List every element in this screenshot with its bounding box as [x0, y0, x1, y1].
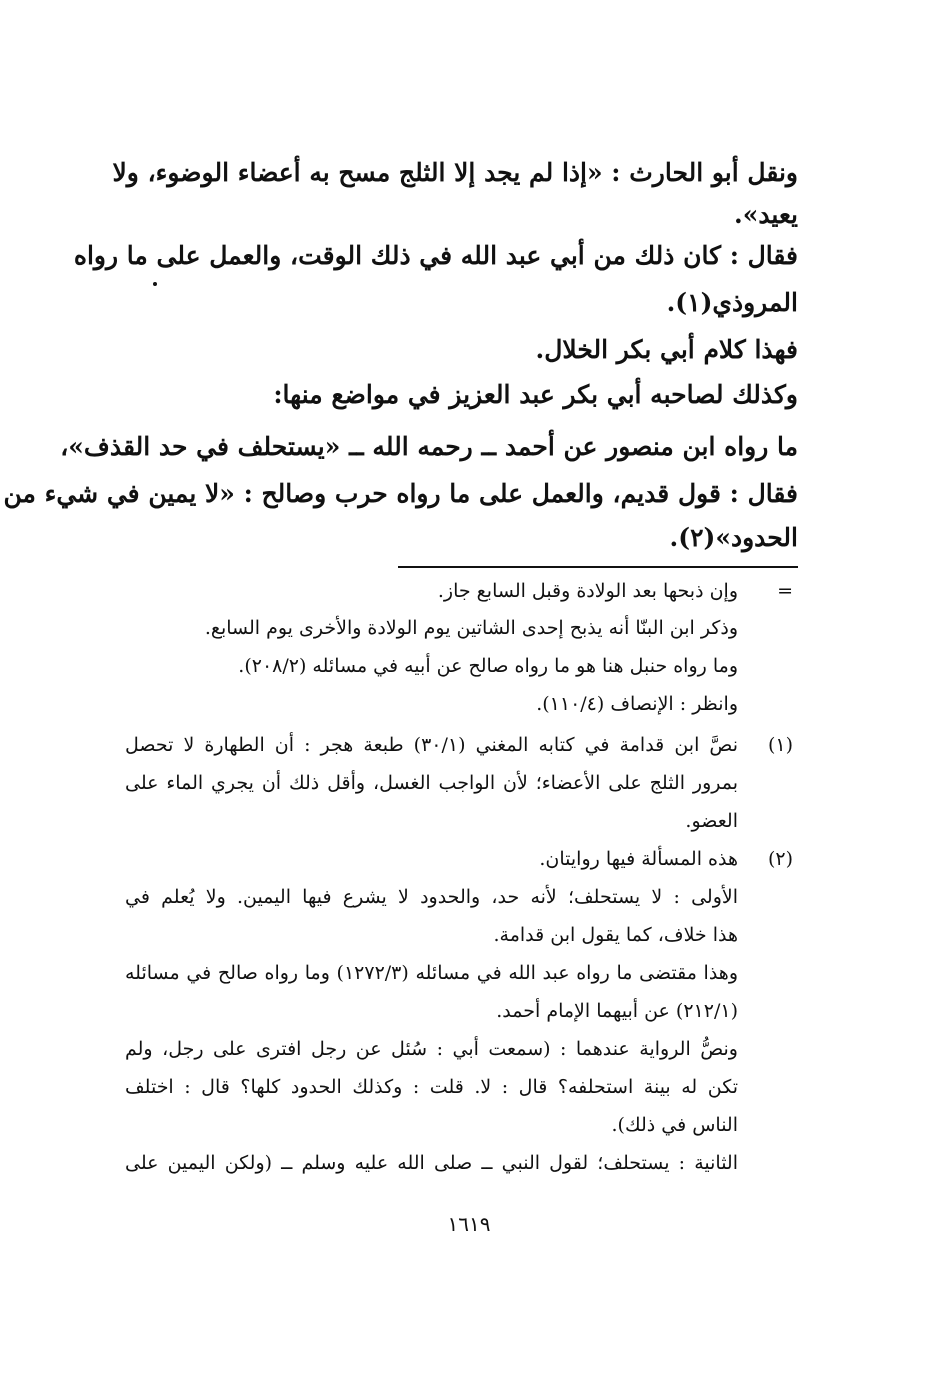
main-text-line: يعيد».: [733, 200, 798, 229]
main-text-line: فهذا كلام أبي بكر الخلال.: [535, 335, 798, 364]
page-number: ١٦١٩: [447, 1212, 491, 1236]
footnote-line: وذكر ابن البنّا أنه يذبح إحدى الشاتين يوم الولادة والأخرى يوم السابع.: [204, 617, 738, 639]
footnote-line: (٢١٢/١) عن أبيهما الإمام أحمد.: [496, 1000, 738, 1022]
footnote-line: وهذا مقتضى ما رواه عبد الله في مسائله (١٢٧٢/٣) وما رواه صالح في مسائله: [125, 962, 738, 984]
main-text-line: الحدود»(٢).: [669, 523, 798, 552]
main-text-line: فقال : كان ذلك من أبي عبد الله في ذلك الوقت، والعمل على ما رواه: [73, 241, 798, 270]
footnote-number: (٢): [767, 848, 793, 870]
main-text-line: فقال : قول قديم، والعمل على ما رواه حرب وصالح : «لا يمين في شيء من: [3, 479, 798, 508]
footnote-line: ونصُّ الرواية عندهما : (سمعت أبي : سُئل عن رجل افترى على رجل، ولم: [125, 1038, 738, 1060]
footnote-line: نصَّ ابن قدامة في كتابه المغني (٣٠/١) طبعة هجر : أن الطهارة لا تحصل: [125, 734, 738, 756]
footnote-line: وإن ذبحها بعد الولادة وقبل السابع جاز.: [437, 580, 738, 602]
main-text-line: وكذلك لصاحبه أبي بكر عبد العزيز في مواضع منها:: [273, 380, 798, 409]
footnote-line: هذا خلاف، كما يقول ابن قدامة.: [493, 924, 738, 946]
footnote-line: الناس في ذلك).: [611, 1114, 738, 1136]
main-text-line: المروذي(١).: [666, 288, 798, 317]
footnote-line: هذه المسألة فيها روايتان.: [539, 848, 738, 870]
main-text-line: ما رواه ابن منصور عن أحمد ــ رحمه الله ــ «يستحلف في حد القذف»،: [60, 432, 798, 461]
footnote-continuation-marker: =: [777, 580, 793, 602]
footnote-line: العضو.: [685, 810, 738, 832]
footnote-line: الأولى : لا يستحلف؛ لأنه حد، والحدود لا يشرع فيها اليمين. ولا يُعلم في: [125, 886, 738, 908]
footnote-line: وانظر : الإنصاف (١١٠/٤).: [536, 693, 738, 715]
main-text-line: ونقل أبو الحارث : «إذا لم يجد إلا الثلج مسح به أعضاء الوضوء، ولا: [112, 158, 798, 187]
footnote-line: وما رواه حنبل هنا هو ما رواه صالح عن أبيه في مسائله (٢٠٨/٢).: [238, 655, 738, 677]
footnote-line: بمرور الثلج على الأعضاء؛ لأن الواجب الغسل، وأقل ذلك أن يجري الماء على: [125, 772, 738, 794]
footnote-line: الثانية : يستحلف؛ لقول النبي ــ صلى الله عليه وسلم ــ (ولكن اليمين على: [125, 1152, 738, 1174]
footnote-line: تكن له بينة استحلفه؟ قال : لا. قلت : وكذلك الحدود كلها؟ قال : اختلف: [125, 1076, 738, 1098]
footnote-number: (١): [767, 734, 793, 756]
footnote-separator: [398, 566, 798, 568]
